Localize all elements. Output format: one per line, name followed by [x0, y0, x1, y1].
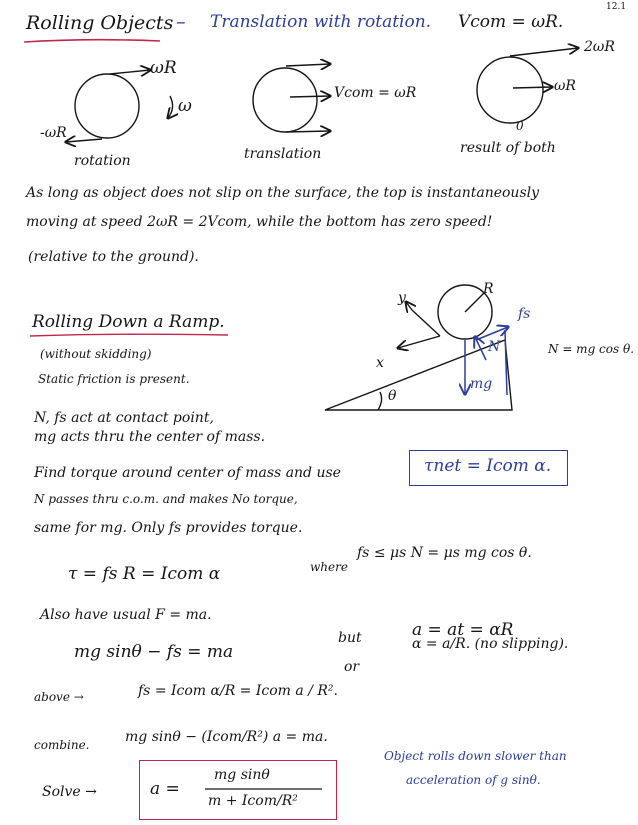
solution-denominator: m + Icom/R²	[208, 793, 298, 809]
para1-line1: As long as object does not slip on the surface, the top is instantaneously	[26, 185, 540, 201]
translation-v-label: Vcom = ωR	[334, 85, 417, 101]
rotation-top-label: ωR	[150, 58, 177, 78]
friction-inequality: fs ≤ μs N = μs mg cos θ.	[357, 545, 532, 561]
body-line2: mg acts thru the center of mass.	[34, 429, 266, 445]
torque-law: τnet = Icom α.	[424, 456, 552, 476]
ramp-note1: (without skidding)	[40, 347, 152, 361]
both-bottom-label: 0	[516, 119, 524, 133]
para1-line3: (relative to the ground).	[28, 249, 199, 265]
rotation-left-label: -ωR	[40, 125, 67, 141]
page-subtitle: Translation with rotation.	[210, 12, 432, 32]
solution-numerator: mg sinθ	[214, 767, 270, 783]
translation-caption: translation	[244, 146, 322, 162]
both-mid-label: ωR	[554, 78, 576, 94]
normal-label: N	[488, 339, 501, 355]
y-axis-label: y	[398, 290, 406, 306]
combine-equation: mg sinθ − (Icom/R²) a = ma.	[125, 729, 328, 745]
acceleration-relation-1: a = at = αR	[412, 620, 514, 640]
torque-equation: τ = fs R = Icom α	[68, 564, 221, 584]
body-line6: Also have usual F = ma.	[40, 607, 212, 623]
solution-lhs: a =	[150, 779, 180, 799]
solution-note-line1: Object rolls down slower than	[384, 749, 567, 763]
but-label: but	[338, 630, 362, 646]
solve-label: Solve →	[42, 784, 97, 800]
friction-label: fs	[518, 306, 531, 322]
solution-note-line2: acceleration of g sinθ.	[406, 773, 541, 787]
ramp-note2: Static friction is present.	[38, 372, 190, 386]
theta-label: θ	[388, 388, 397, 404]
where-label: where	[310, 560, 348, 574]
body-line4: N passes thru c.o.m. and makes No torque,	[34, 492, 298, 506]
x-axis-label: x	[376, 355, 384, 371]
header-dash: –	[176, 11, 186, 33]
above-label: above →	[34, 690, 84, 704]
force-equation: mg sinθ − fs = ma	[74, 642, 234, 662]
both-top-label: 2ωR	[584, 39, 615, 55]
body-line1: N, fs act at contact point,	[34, 410, 214, 426]
body-line3: Find torque around center of mass and use	[34, 465, 341, 481]
or-label: or	[344, 659, 360, 675]
rotation-caption: rotation	[74, 153, 131, 169]
body-line5: same for mg. Only fs provides torque.	[34, 520, 303, 536]
page-title: Rolling Objects	[26, 12, 174, 34]
vcom-formula: Vcom = ωR.	[458, 12, 564, 32]
page-number: 12.1	[606, 2, 627, 12]
weight-label: mg	[470, 376, 493, 392]
radius-label: R	[483, 281, 494, 297]
para1-line2: moving at speed 2ωR = 2Vcom, while the bottom has zero speed!	[26, 214, 493, 230]
combine-label: combine.	[34, 738, 90, 752]
fs-equation: fs = Icom α/R = Icom a / R².	[138, 683, 338, 699]
ramp-title: Rolling Down a Ramp.	[32, 312, 225, 332]
rotation-omega-label: ω	[178, 96, 192, 116]
normal-equation: N = mg cos θ.	[548, 342, 635, 356]
both-caption: result of both	[460, 140, 556, 156]
acceleration-relation-2: α = a/R. (no slipping).	[412, 636, 569, 652]
